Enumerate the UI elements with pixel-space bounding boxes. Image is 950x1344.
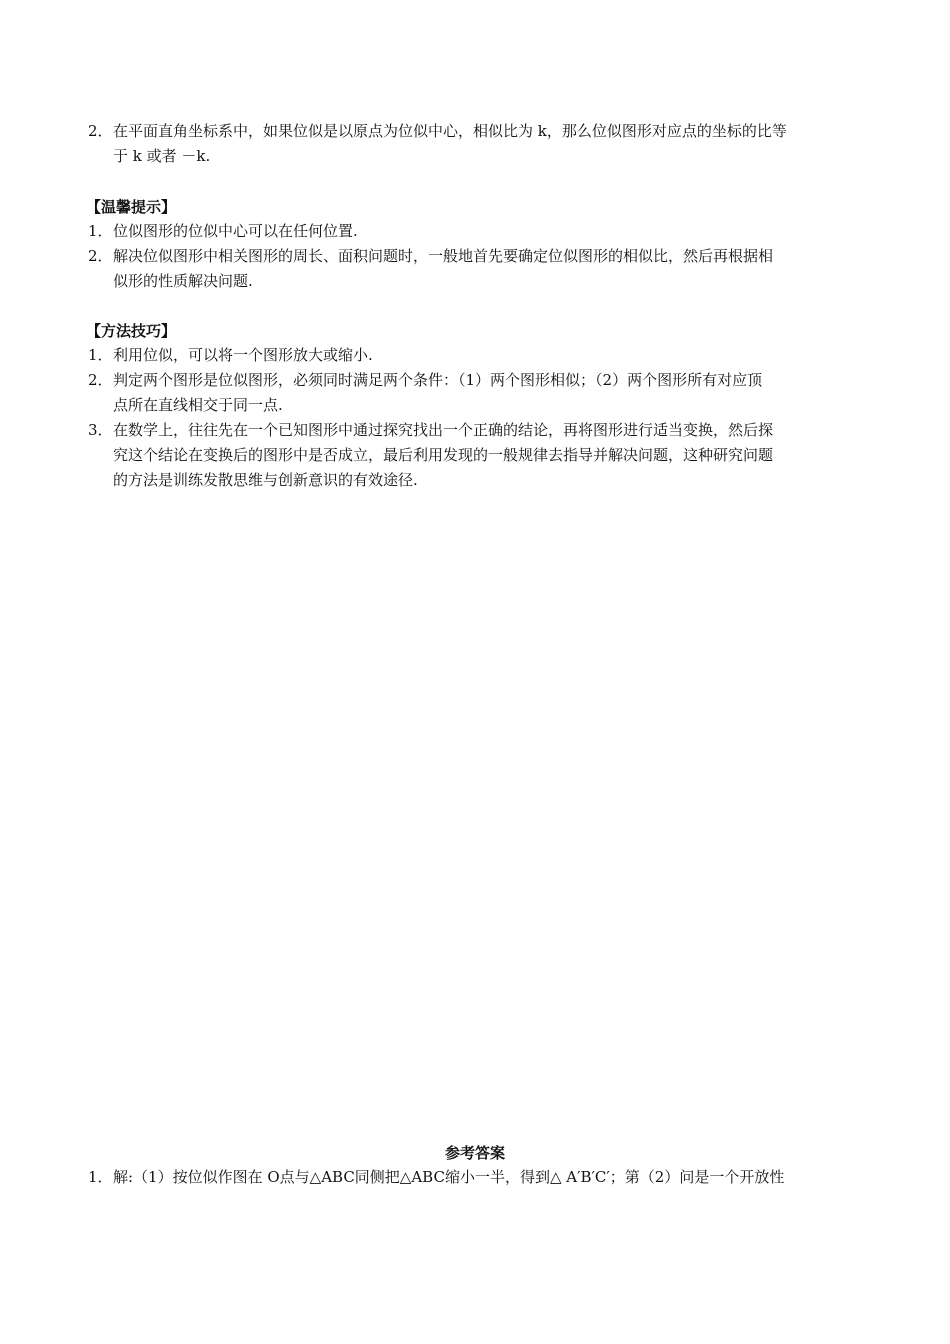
item-text-line: 在平面直角坐标系中，如果位似是以原点为位似中心，相似比为 k，那么位似图形对应点的坐标的比等 <box>113 122 787 140</box>
item-number: 1． <box>88 346 113 364</box>
item-number: 1． <box>88 1168 113 1186</box>
item-number: 2． <box>88 247 113 265</box>
item-text-line: 解决位似图形中相关图形的周长、面积问题时，一般地首先要确定位似图形的相似比，然后再根据相 <box>113 247 774 265</box>
item-text-line: 判定两个图形是位似图形，必须同时满足两个条件：（1）两个图形相似；（2）两个图形所有对应顶 <box>113 371 763 389</box>
item-text-line: 似形的性质解决问题. <box>113 272 253 290</box>
item-number: 1． <box>88 222 113 240</box>
item-number: 2． <box>88 371 113 389</box>
item-text-line: 的方法是训练发散思维与创新意识的有效途径. <box>113 471 418 489</box>
item-number: 3． <box>88 421 113 439</box>
item-text-line: 利用位似，可以将一个图形放大或缩小. <box>113 346 373 364</box>
item-text-line: 于 k 或者 －k. <box>113 147 211 165</box>
item-text-line: 在数学上，往往先在一个已知图形中通过探究找出一个正确的结论，再将图形进行适当变换，然后探 <box>113 421 774 439</box>
section-heading-methods: 【方法技巧】 <box>86 322 177 340</box>
answers-title: 参考答案 <box>444 1144 505 1162</box>
section-heading-tips: 【温馨提示】 <box>86 198 177 216</box>
item-number: 2． <box>88 122 113 140</box>
item-text-line: 位似图形的位似中心可以在任何位置. <box>113 222 358 240</box>
item-text-line: 点所在直线相交于同一点. <box>113 396 283 414</box>
item-text-line: 解:（1）按位似作图在 O点与△ABC同侧把△ABC缩小一半，得到△ A′B′C′；第（2）问是一个开放性 <box>113 1168 785 1186</box>
item-text-line: 究这个结论在变换后的图形中是否成立，最后利用发现的一般规律去指导并解决问题，这种研究问题 <box>113 446 774 464</box>
